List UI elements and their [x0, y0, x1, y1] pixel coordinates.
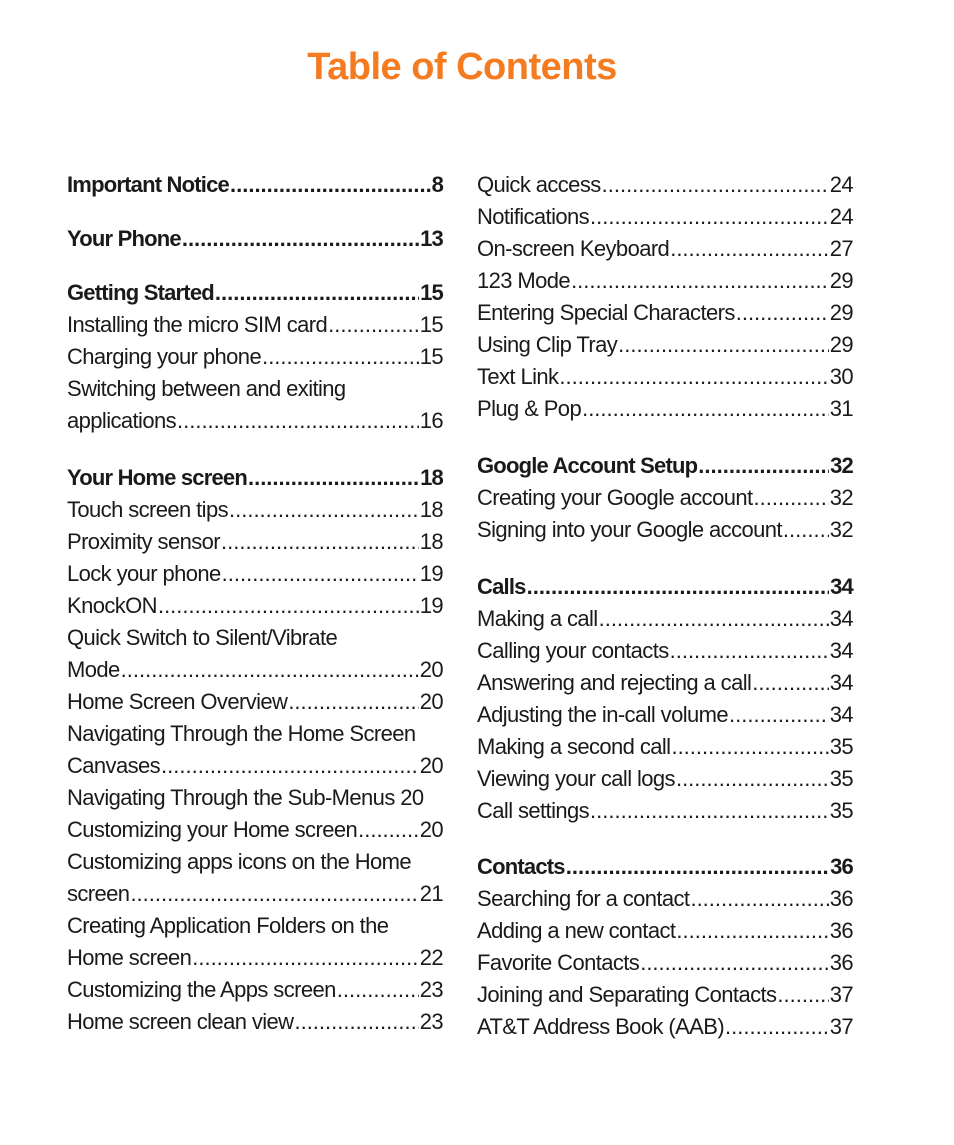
- toc-page-number: 32: [829, 517, 853, 542]
- dot-leader: [328, 309, 419, 341]
- toc-entry-title: Google Account Setup: [477, 453, 698, 478]
- toc-entry-title: Quick access: [477, 172, 601, 197]
- toc-entry-title: 123 Mode: [477, 268, 571, 293]
- dot-leader: [676, 915, 828, 947]
- toc-entry[interactable]: [67, 942, 443, 974]
- toc-entry[interactable]: [67, 878, 443, 910]
- toc-entry-title: Calls: [477, 574, 526, 599]
- toc-entry[interactable]: [477, 947, 853, 979]
- toc-entry-title: Touch screen tips: [67, 497, 228, 522]
- toc-entry-title: Plug & Pop: [477, 396, 582, 421]
- toc-page-number: 15: [419, 344, 443, 369]
- toc-page-number: 20: [419, 657, 443, 682]
- toc-entry[interactable]: [477, 265, 853, 297]
- dot-leader: [527, 571, 830, 603]
- toc-entry[interactable]: [67, 1006, 443, 1038]
- dot-leader: [602, 169, 829, 201]
- toc-page-number: 21: [419, 881, 443, 906]
- toc-page-number: 20: [419, 753, 443, 778]
- dot-leader: [288, 686, 418, 718]
- toc-entry[interactable]: [67, 910, 443, 942]
- toc-entry-title: Calling your contacts: [477, 638, 669, 663]
- toc-entry-title: Your Home screen: [67, 465, 247, 490]
- toc-entry[interactable]: [67, 373, 443, 405]
- toc-entry-title: Charging your phone: [67, 344, 262, 369]
- toc-entry[interactable]: [477, 795, 853, 827]
- toc-page-number: 32: [829, 485, 853, 510]
- toc-page-number: 32: [830, 453, 853, 478]
- toc-page-number: 34: [829, 670, 853, 695]
- toc-entry-title: Favorite Contacts: [477, 950, 640, 975]
- toc-page-number: 36: [829, 918, 853, 943]
- toc-entry[interactable]: [67, 622, 443, 654]
- toc-entry[interactable]: [67, 846, 443, 878]
- toc-entry-title: Adding a new contact: [477, 918, 676, 943]
- toc-entry-title: Creating your Google account: [477, 485, 753, 510]
- dot-leader: [783, 514, 829, 546]
- toc-entry-title: Home Screen Overview: [67, 689, 288, 714]
- toc-entry-title: Searching for a contact: [477, 886, 690, 911]
- toc-entry[interactable]: [477, 699, 853, 731]
- toc-page-number: 13: [420, 226, 443, 251]
- toc-entry-title: Making a second call: [477, 734, 671, 759]
- dot-leader: [752, 667, 828, 699]
- toc-entry[interactable]: [477, 169, 853, 201]
- dot-leader: [640, 947, 829, 979]
- toc-entry-title: Text Link: [477, 364, 559, 389]
- toc-page-number: 35: [829, 766, 853, 791]
- toc-section-heading[interactable]: [67, 169, 443, 201]
- toc-entry[interactable]: [477, 393, 853, 425]
- toc-entry[interactable]: [477, 233, 853, 265]
- toc-left-column: [67, 169, 443, 1038]
- toc-entry-title: Contacts: [477, 854, 565, 879]
- toc-entry-title: Installing the micro SIM card: [67, 312, 328, 337]
- dot-leader: [215, 277, 419, 309]
- toc-entry[interactable]: [67, 590, 443, 622]
- toc-page-number: 36: [829, 950, 853, 975]
- toc-page-number: 24: [829, 204, 853, 229]
- dot-leader: [158, 590, 419, 622]
- toc-page-number: 37: [829, 982, 853, 1007]
- toc-entry[interactable]: [477, 482, 853, 514]
- toc-entry-title: Navigating Through the Sub-Menus 20: [67, 785, 424, 810]
- toc-page-number: 27: [829, 236, 853, 261]
- toc-entry-title: Quick Switch to Silent/Vibrate: [67, 625, 338, 650]
- dot-leader: [130, 878, 418, 910]
- toc-entry[interactable]: [67, 974, 443, 1006]
- toc-entry-title: screen: [67, 881, 130, 906]
- toc-entry-title: Mode: [67, 657, 120, 682]
- toc-entry-title: Call settings: [477, 798, 590, 823]
- toc-entry[interactable]: [477, 329, 853, 361]
- toc-page-number: 23: [419, 977, 443, 1002]
- toc-entry-title: Viewing your call logs: [477, 766, 675, 791]
- dot-leader: [725, 1011, 829, 1043]
- dot-leader: [736, 297, 829, 329]
- toc-page-number: 34: [829, 606, 853, 631]
- toc-page-number: 34: [829, 702, 853, 727]
- toc-entry[interactable]: [67, 526, 443, 558]
- toc-entry[interactable]: [67, 494, 443, 526]
- toc-entry-title: Using Clip Tray: [477, 332, 618, 357]
- toc-entry-title: Proximity sensor: [67, 529, 220, 554]
- toc-entry[interactable]: [67, 341, 443, 373]
- toc-entry[interactable]: [67, 309, 443, 341]
- toc-entry[interactable]: [67, 750, 443, 782]
- toc-entry[interactable]: [67, 405, 443, 437]
- dot-leader: [670, 233, 829, 265]
- toc-entry-title: Your Phone: [67, 226, 181, 251]
- dot-leader: [248, 462, 419, 494]
- dot-leader: [599, 603, 829, 635]
- toc-entry[interactable]: [477, 635, 853, 667]
- toc-page-number: 15: [420, 280, 443, 305]
- dot-leader: [262, 341, 419, 373]
- toc-entry[interactable]: [67, 814, 443, 846]
- toc-page-number: 8: [431, 172, 443, 197]
- toc-right-column: [477, 169, 853, 1043]
- toc-entry-title: On-screen Keyboard: [477, 236, 670, 261]
- toc-page-number: 18: [419, 497, 443, 522]
- toc-section-heading[interactable]: [477, 851, 853, 883]
- toc-entry[interactable]: [477, 297, 853, 329]
- toc-entry-title: Customizing your Home screen: [67, 817, 358, 842]
- dot-leader: [221, 526, 419, 558]
- toc-entry-title: Home screen: [67, 945, 192, 970]
- toc-section-heading[interactable]: [477, 571, 853, 603]
- toc-entry[interactable]: [67, 686, 443, 718]
- toc-entry[interactable]: [477, 201, 853, 233]
- dot-leader: [358, 814, 419, 846]
- toc-entry[interactable]: [477, 763, 853, 795]
- toc-page-number: 36: [830, 854, 853, 879]
- toc-entry-title: Switching between and exiting: [67, 376, 346, 401]
- toc-entry-title: AT&T Address Book (AAB): [477, 1014, 725, 1039]
- toc-page-number: 29: [829, 332, 853, 357]
- toc-entry[interactable]: [477, 883, 853, 915]
- toc-entry-title: Making a call: [477, 606, 598, 631]
- toc-entry-title: Canvases: [67, 753, 161, 778]
- toc-section-heading[interactable]: [67, 277, 443, 309]
- dot-leader: [230, 169, 431, 201]
- toc-entry-title: Customizing the Apps screen: [67, 977, 336, 1002]
- toc-page-number: 23: [419, 1009, 443, 1034]
- toc-entry-title: Joining and Separating Contacts: [477, 982, 777, 1007]
- toc-entry[interactable]: [67, 782, 443, 814]
- toc-page-number: 20: [419, 689, 443, 714]
- toc-page-number: 24: [829, 172, 853, 197]
- toc-page-number: 16: [419, 408, 443, 433]
- toc-entry[interactable]: [477, 1011, 853, 1043]
- toc-page-number: 19: [419, 593, 443, 618]
- toc-entry-title: Lock your phone: [67, 561, 221, 586]
- toc-entry-title: Adjusting the in-call volume: [477, 702, 729, 727]
- dot-leader: [618, 329, 829, 361]
- dot-leader: [559, 361, 828, 393]
- toc-page-number: 20: [419, 817, 443, 842]
- toc-entry-title: Home screen clean view: [67, 1009, 294, 1034]
- toc-entry-title: Important Notice: [67, 172, 229, 197]
- dot-leader: [698, 450, 829, 482]
- dot-leader: [566, 851, 829, 883]
- dot-leader: [590, 201, 829, 233]
- dot-leader: [582, 393, 829, 425]
- toc-section-heading[interactable]: [67, 462, 443, 494]
- toc-page-number: 35: [829, 798, 853, 823]
- toc-entry[interactable]: [477, 514, 853, 546]
- toc-section-heading[interactable]: [477, 450, 853, 482]
- toc-section-heading[interactable]: [67, 223, 443, 255]
- toc-page-number: 30: [829, 364, 853, 389]
- toc-entry[interactable]: [477, 979, 853, 1011]
- toc-entry-title: Customizing apps icons on the Home: [67, 849, 412, 874]
- dot-leader: [571, 265, 829, 297]
- toc-page-number: 34: [830, 574, 853, 599]
- toc-entry[interactable]: [67, 654, 443, 686]
- toc-page-number: 36: [829, 886, 853, 911]
- dot-leader: [690, 883, 828, 915]
- dot-leader: [729, 699, 829, 731]
- toc-entry[interactable]: [67, 558, 443, 590]
- toc-page-number: 18: [419, 529, 443, 554]
- toc-entry-title: Notifications: [477, 204, 590, 229]
- dot-leader: [754, 482, 829, 514]
- toc-entry[interactable]: [477, 731, 853, 763]
- dot-leader: [192, 942, 418, 974]
- dot-leader: [161, 750, 419, 782]
- toc-entry-title: applications: [67, 408, 176, 433]
- dot-leader: [222, 558, 419, 590]
- toc-page-number: 31: [829, 396, 853, 421]
- dot-leader: [177, 405, 419, 437]
- dot-leader: [590, 795, 829, 827]
- toc-entry[interactable]: [477, 915, 853, 947]
- dot-leader: [670, 635, 829, 667]
- toc-entry-title: Answering and rejecting a call: [477, 670, 752, 695]
- dot-leader: [337, 974, 419, 1006]
- toc-page-number: 15: [419, 312, 443, 337]
- toc-entry-title: Entering Special Characters: [477, 300, 735, 325]
- dot-leader: [294, 1006, 418, 1038]
- dot-leader: [182, 223, 419, 255]
- toc-entry[interactable]: [477, 361, 853, 393]
- toc-entry[interactable]: [477, 667, 853, 699]
- toc-page-number: 29: [829, 300, 853, 325]
- toc-page-number: 18: [420, 465, 443, 490]
- toc-page-number: 29: [829, 268, 853, 293]
- toc-entry-title: KnockON: [67, 593, 157, 618]
- toc-entry-title: Getting Started: [67, 280, 214, 305]
- toc-page-number: 22: [419, 945, 443, 970]
- toc-entry-title: Creating Application Folders on the: [67, 913, 389, 938]
- toc-entry-title: Navigating Through the Home Screen: [67, 721, 416, 746]
- toc-page-number: 19: [419, 561, 443, 586]
- toc-entry-title: Signing into your Google account: [477, 517, 782, 542]
- toc-page-number: 37: [829, 1014, 853, 1039]
- page-title: Table of Contents: [307, 46, 617, 88]
- toc-page-number: 34: [829, 638, 853, 663]
- toc-entry[interactable]: [477, 603, 853, 635]
- dot-leader: [777, 979, 828, 1011]
- dot-leader: [229, 494, 419, 526]
- dot-leader: [121, 654, 419, 686]
- dot-leader: [671, 731, 828, 763]
- dot-leader: [676, 763, 829, 795]
- toc-page-number: 35: [829, 734, 853, 759]
- toc-entry[interactable]: [67, 718, 443, 750]
